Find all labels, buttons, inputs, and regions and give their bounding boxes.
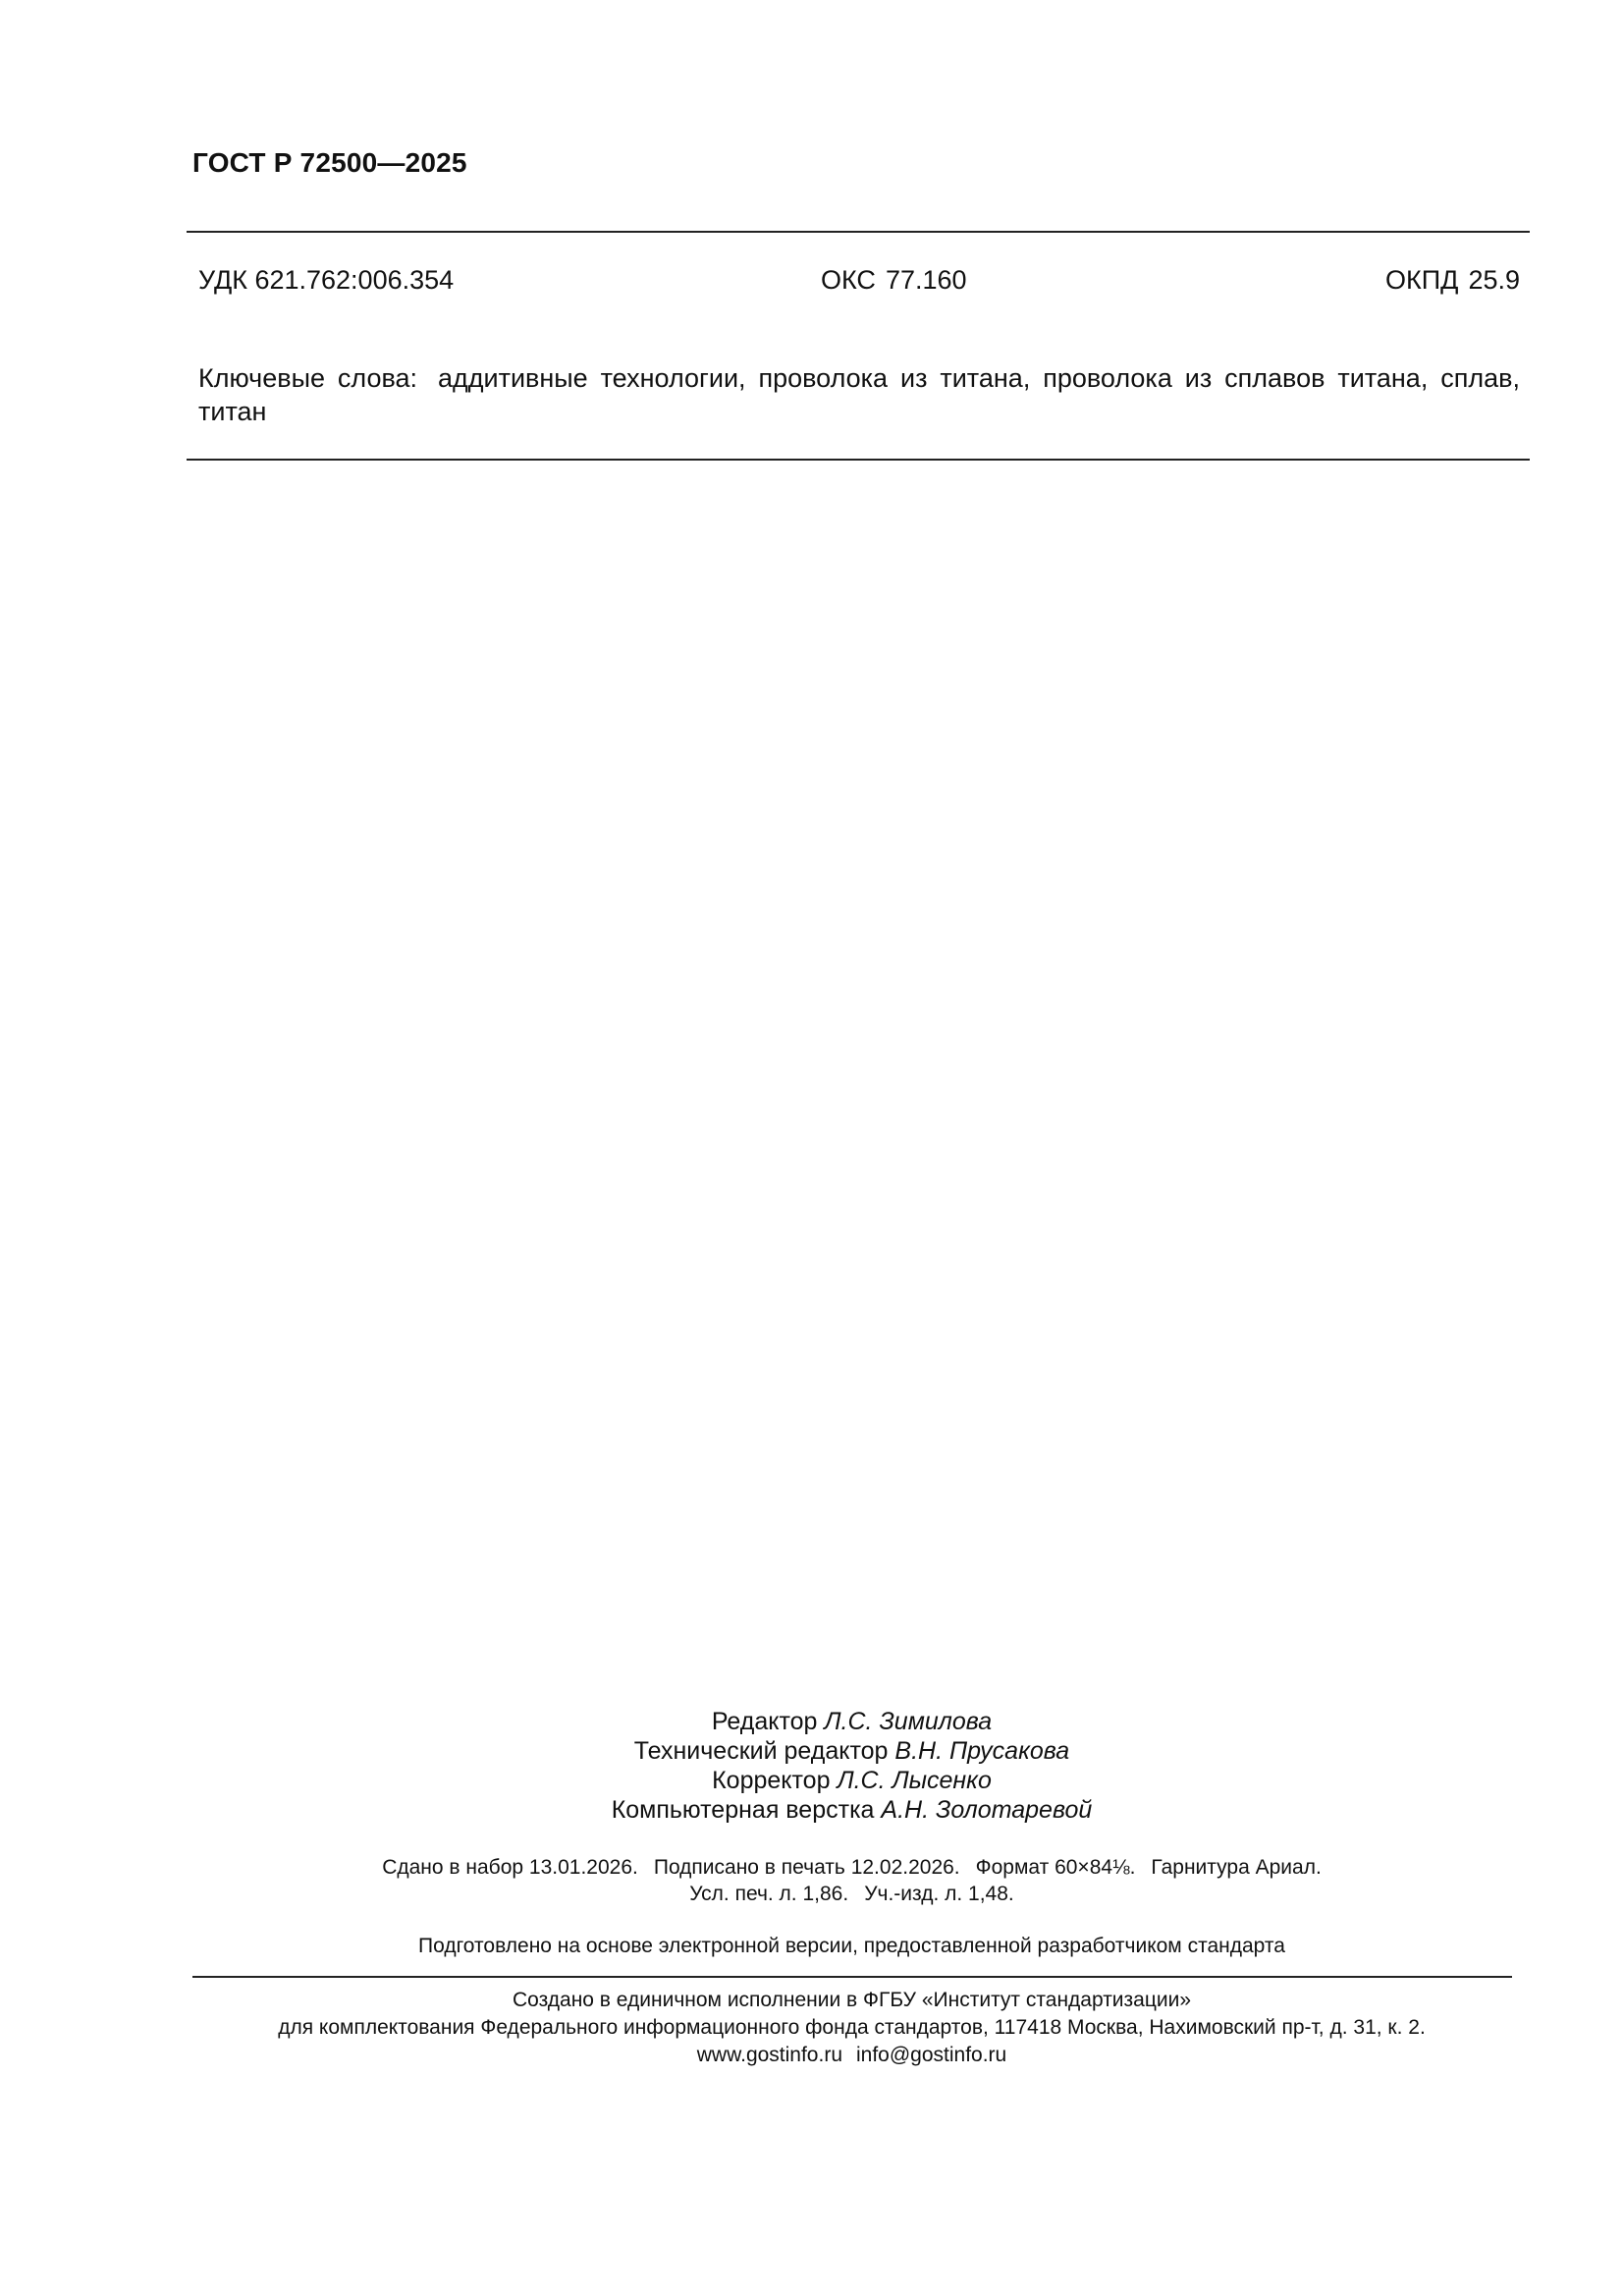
oks-value: 77.160	[885, 265, 967, 295]
tech-editor-role: Технический редактор	[633, 1737, 889, 1765]
email-link[interactable]: info@gostinfo.ru	[856, 2044, 1007, 2066]
tech-editor-line	[0, 1736, 1623, 1766]
document-title: ГОСТ Р 72500—2025	[192, 147, 467, 178]
print-sheets: Усл. печ. л. 1,86.	[689, 1883, 849, 1905]
footer-line-2: для комплектования Федерального информационного фонда стандартов, 117418 Москва, Нахимовский пр-т, д. 31, к. 2.	[278, 2016, 1426, 2039]
footer-divider	[192, 1976, 1512, 1978]
oks-code	[821, 265, 967, 296]
keywords-divider	[187, 459, 1530, 461]
footer-block	[0, 1987, 1623, 2069]
classification-row	[198, 265, 1520, 301]
prepared-note: Подготовлено на основе электронной версии, предоставленной разработчиком стандарта	[418, 1935, 1285, 1957]
keywords-paragraph	[198, 361, 1520, 428]
okpd-code	[1385, 265, 1520, 296]
corrector-line	[0, 1766, 1623, 1795]
editor-name: Л.С. Зимилова	[824, 1708, 993, 1735]
udk-code: УДК 621.762:006.354	[198, 265, 455, 295]
footer-contacts	[0, 2042, 1623, 2069]
publisher-sheets: Уч.-изд. л. 1,48.	[864, 1883, 1014, 1905]
layout-line	[0, 1795, 1623, 1825]
website-link[interactable]: www.gostinfo.ru	[696, 2044, 842, 2066]
editor-line	[0, 1707, 1623, 1736]
publication-line-1	[0, 1854, 1623, 1881]
signed-date: Подписано в печать 12.02.2026.	[653, 1856, 960, 1879]
tech-editor-name: В.Н. Прусакова	[894, 1737, 1070, 1765]
publication-line-2	[0, 1881, 1623, 1907]
layout-role: Компьютерная верстка	[611, 1796, 875, 1824]
page-format: Формат 60×84⅛.	[975, 1856, 1136, 1879]
okpd-label: ОКПД	[1385, 265, 1459, 295]
keywords-text: аддитивные технологии, проволока из титана, проволока из сплавов титана, сплав, титан	[198, 363, 1520, 426]
footer-line-1: Создано в единичном исполнении в ФГБУ «Институт стандартизации»	[512, 1989, 1192, 2011]
layout-name: А.Н. Золотаревой	[881, 1796, 1093, 1824]
top-divider	[187, 231, 1530, 233]
corrector-role: Корректор	[712, 1767, 831, 1794]
publication-info	[0, 1854, 1623, 1907]
typeface: Гарнитура Ариал.	[1151, 1856, 1322, 1879]
submitted-date: Сдано в набор 13.01.2026.	[382, 1856, 638, 1879]
keywords-label: Ключевые слова:	[198, 363, 418, 393]
credits-block	[0, 1707, 1623, 1825]
oks-label: ОКС	[821, 265, 876, 295]
editor-role: Редактор	[711, 1708, 818, 1735]
corrector-name: Л.С. Лысенко	[837, 1767, 992, 1794]
okpd-value: 25.9	[1468, 265, 1520, 295]
